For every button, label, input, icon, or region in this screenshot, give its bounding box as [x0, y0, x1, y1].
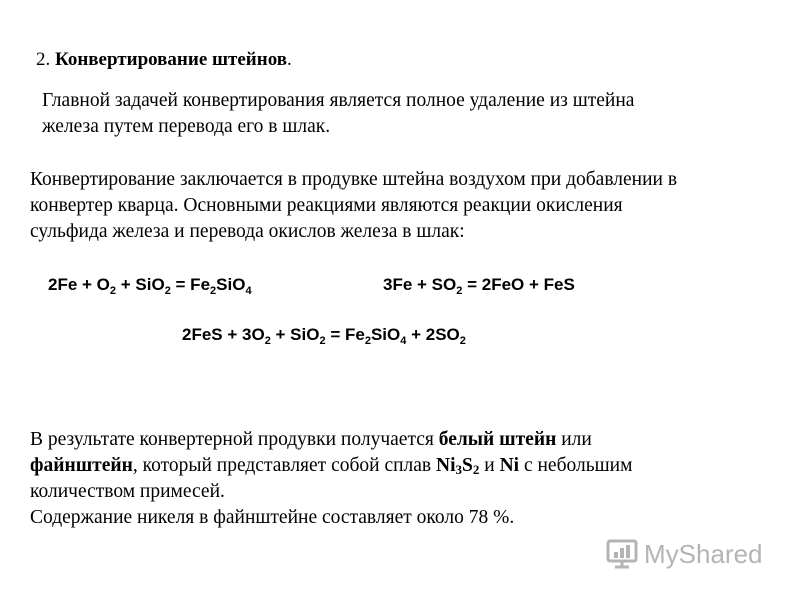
term-white-matte: белый штейн [438, 429, 557, 450]
presentation-icon [606, 538, 640, 570]
section-title: Конвертирование штейнов [55, 49, 287, 70]
reaction-equation-1: $2Fe + O_2 + SiO_2 = Fe_2SiO_4$ [48, 275, 252, 297]
section-heading: 2. Конвертирование штейнов. [36, 49, 292, 70]
watermark-logo [606, 537, 763, 571]
paragraph-process: Конвертирование заключается в продувке штейна воздухом при добавлении в конвертер кварца. Основными реакциями являются реакции окисления сульфида железа и перевода окислов железа в шлак: [30, 169, 678, 242]
paragraph-result: В результате конвертерной продувки получается белый штейн или файнштейн, который представляет собой сплав $Ni_3S_2$ и Ni с небольшим количеством примесей. Содержание никеля в файнштейне составляет около 78 %. [30, 429, 633, 528]
paragraph-main-task: Главной задачей конвертирования является полное удаление из штейна железа путем перевода его в шлак. [42, 90, 635, 137]
reaction-equation-2: $3Fe + SO_2 = 2FeO$ + FeS [383, 275, 575, 297]
term-fine-matte: файнштейн [30, 455, 133, 476]
watermark-text: MyShared [644, 538, 763, 569]
reaction-equation-3: $2FeS + 3O_2 + SiO_2 = Fe_2SiO_4 + 2SO_2$ [182, 325, 466, 347]
